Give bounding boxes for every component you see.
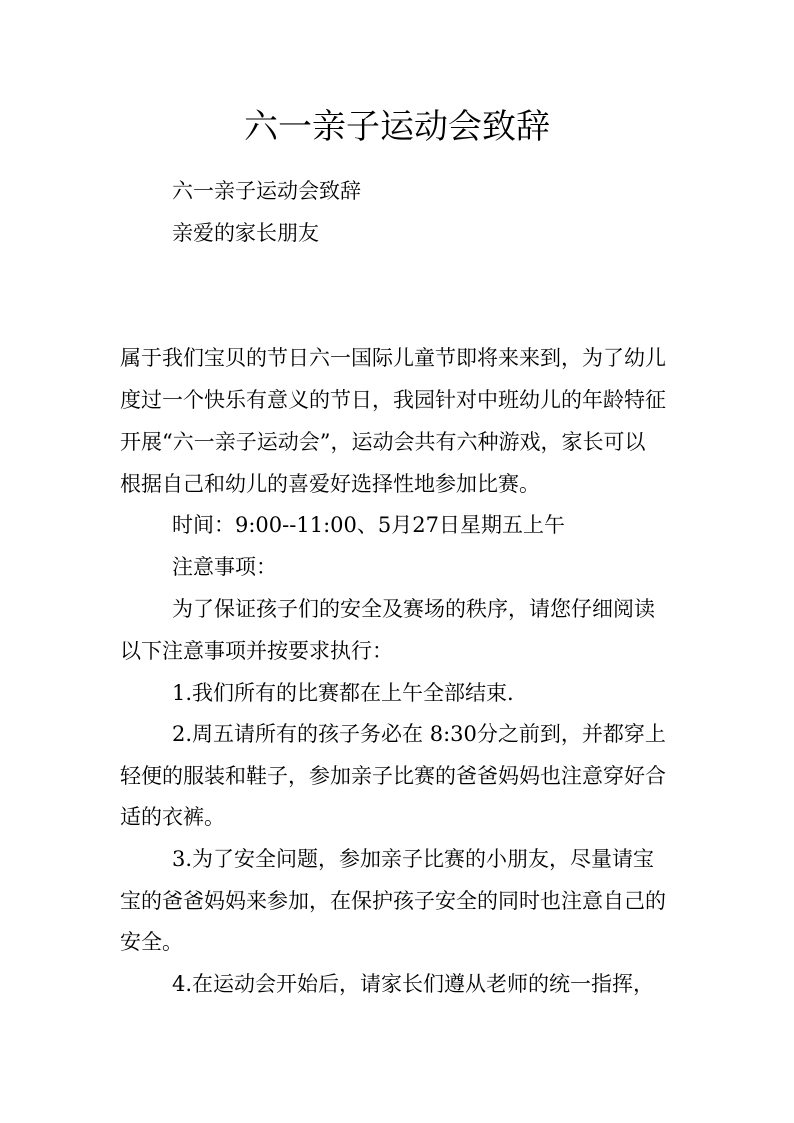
item-2-line-2: 轻便的服装和鞋子，参加亲子比赛的爸爸妈妈也注意穿好合: [120, 764, 666, 788]
item-2-line-3: 适的衣裤。: [120, 805, 225, 829]
item-2-line-1: 2.周五请所有的孩子务必在 8:30分之前到，并都穿上: [172, 722, 666, 746]
item-4-line-1: 4.在运动会开始后，请家长们遵从老师的统一指挥，: [172, 972, 655, 996]
notes-intro-line-1: 为了保证孩子们的安全及赛场的秩序，请您仔细阅读: [172, 597, 655, 621]
item-1-line-1: 1.我们所有的比赛都在上午全部结束.: [172, 681, 514, 705]
intro-line-1: 属于我们宝贝的节日六一国际儿童节即将来来到，为了幼儿: [120, 346, 666, 370]
subtitle: 六一亲子运动会致辞: [172, 179, 361, 203]
intro-line-4: 根据自己和幼儿的喜爱好选择性地参加比赛。: [120, 472, 540, 496]
notes-heading: 注意事项：: [172, 555, 277, 579]
item-3-line-3: 安全。: [120, 930, 183, 954]
item-3-line-1: 3.为了安全问题，参加亲子比赛的小朋友，尽量请宝: [172, 847, 655, 871]
item-3-line-2: 宝的爸爸妈妈来参加，在保护孩子安全的同时也注意自己的: [120, 889, 666, 913]
document-title: 六一亲子运动会致辞: [244, 107, 550, 147]
notes-intro-line-2: 以下注意事项并按要求执行：: [120, 639, 393, 663]
intro-line-3: 开展“六一亲子运动会”，运动会共有六种游戏，家长可以: [120, 430, 646, 454]
intro-line-2: 度过一个快乐有意义的节日，我园针对中班幼儿的年龄特征: [120, 388, 666, 412]
greeting: 亲爱的家长朋友: [172, 221, 319, 245]
time-line: 时间：9:00--11:00、5月27日星期五上午: [172, 513, 565, 537]
